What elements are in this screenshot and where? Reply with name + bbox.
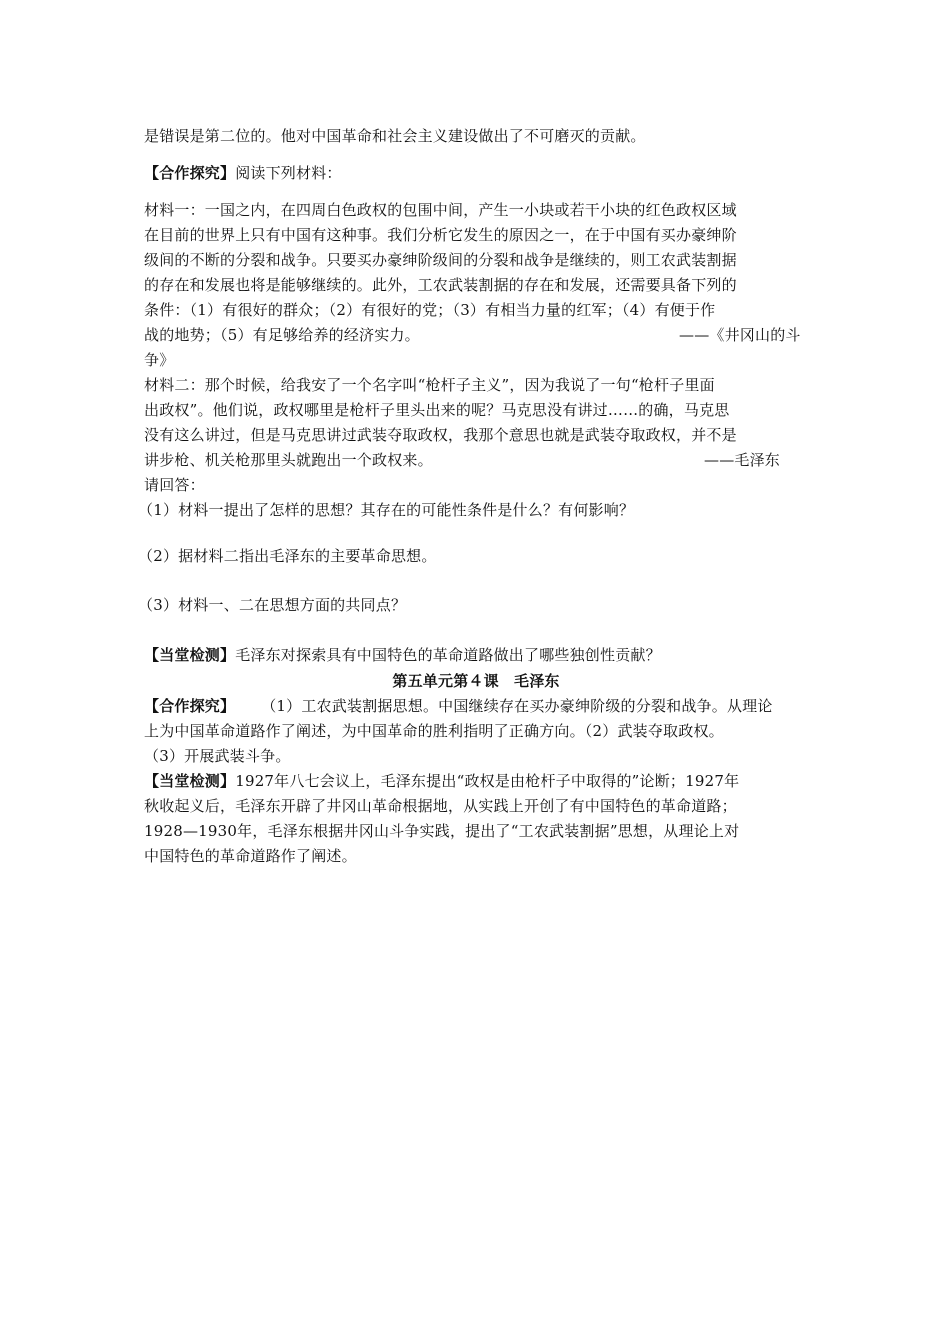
material-one-line: 在目前的世界上只有中国有这种事。我们分析它发生的原因之一，在于中国有买办豪绅阶 bbox=[144, 226, 737, 244]
answers-check-line bbox=[144, 769, 808, 794]
answers-explore-line: 上为中国革命道路作了阐述，为中国革命的胜利指明了正确方向。（2）武装夺取政权。 bbox=[144, 722, 724, 740]
intro-line: 是错误是第二位的。他对中国革命和社会主义建设做出了不可磨灭的贡献。 bbox=[144, 127, 646, 145]
questions-lead: 请回答： bbox=[144, 476, 205, 494]
material-two bbox=[138, 373, 808, 523]
material-two-line: 出政权”。他们说，政权哪里是枪杆子里头出来的呢？马克思没有讲过……的确，马克思 bbox=[144, 401, 730, 419]
answers-explore bbox=[144, 694, 808, 869]
check-text: 毛泽东对探索具有中国特色的革命道路做出了哪些独创性贡献？ bbox=[235, 646, 661, 664]
explore-prompt: 阅读下列材料： bbox=[235, 164, 342, 182]
material-one-line: 条件：（1）有很好的群众；（2）有很好的党；（3）有相当力量的红军；（4）有便于作 bbox=[144, 301, 716, 319]
answers-check-line: 中国特色的革命道路作了阐述。 bbox=[144, 847, 357, 865]
explore-intro-line bbox=[144, 161, 808, 186]
material-two-last-text: 讲步枪、机关枪那里头就跑出一个政权来。 bbox=[144, 451, 433, 469]
material-one-source: ——《井冈山的斗 bbox=[679, 326, 801, 344]
answers-check-line: 1928—1930年，毛泽东根据井冈山斗争实践，提出了“工农武装割据”思想，从理论上对 bbox=[144, 822, 740, 840]
answers-explore-line bbox=[144, 694, 808, 719]
answers-check-line: 秋收起义后，毛泽东开辟了井冈山革命根据地，从实践上开创了有中国特色的革命道路； bbox=[144, 797, 737, 815]
material-two-line: 材料二：那个时候，给我安了一个名字叫“枪杆子主义”，因为我说了一句“枪杆子里面 bbox=[144, 376, 715, 394]
check-heading: 【当堂检测】 bbox=[144, 646, 236, 664]
question-3: （3）材料一、二在思想方面的共同点？ bbox=[138, 596, 407, 614]
question-2: （2）据材料二指出毛泽东的主要革命思想。 bbox=[138, 547, 437, 565]
material-one-line: 材料一：一国之内，在四周白色政权的包围中间，产生一小块或若干小块的红色政权区域 bbox=[144, 201, 737, 219]
question-3-block bbox=[138, 593, 808, 618]
question-2-block bbox=[138, 544, 808, 569]
material-one-line: 级间的不断的分裂和战争。只要买办豪绅阶级间的分裂和战争是继续的，则工农武装割据 bbox=[144, 251, 737, 269]
check-line bbox=[144, 643, 808, 668]
material-two-source: ——毛泽东 bbox=[704, 451, 781, 469]
explore-intro bbox=[144, 161, 808, 186]
answers-title: 第五单元第４课 毛泽东 bbox=[392, 672, 560, 690]
material-one-line: 的存在和发展也将是能够继续的。此外，工农武装割据的存在和发展，还需要具备下列的 bbox=[144, 276, 737, 294]
material-one bbox=[144, 198, 808, 373]
intro-paragraph bbox=[144, 124, 808, 149]
explore-heading: 【合作探究】 bbox=[144, 164, 236, 182]
answers-check-text: 1927年八七会议上，毛泽东提出“政权是由枪杆子中取得的”论断；1927年 bbox=[235, 772, 740, 790]
material-one-last-text: 战的地势；（5）有足够给养的经济实力。 bbox=[144, 326, 420, 344]
answers-explore-line: （3）开展武装斗争。 bbox=[144, 747, 291, 765]
material-two-line bbox=[144, 448, 808, 473]
answers-check-heading: 【当堂检测】 bbox=[144, 772, 236, 790]
material-one-source-cont: 争》 bbox=[144, 351, 175, 369]
answers-explore-text: （1）工农武装割据思想。中国继续存在买办豪绅阶级的分裂和战争。从理论 bbox=[261, 697, 773, 715]
answers-explore-heading: 【合作探究】 bbox=[144, 697, 236, 715]
question-1: （1）材料一提出了怎样的思想？其存在的可能性条件是什么？有何影响？ bbox=[138, 501, 635, 519]
material-two-line: 没有这么讲过，但是马克思讲过武装夺取政权，我那个意思也就是武装夺取政权，并不是 bbox=[144, 426, 737, 444]
check-block bbox=[144, 643, 808, 668]
material-one-line bbox=[144, 323, 808, 348]
